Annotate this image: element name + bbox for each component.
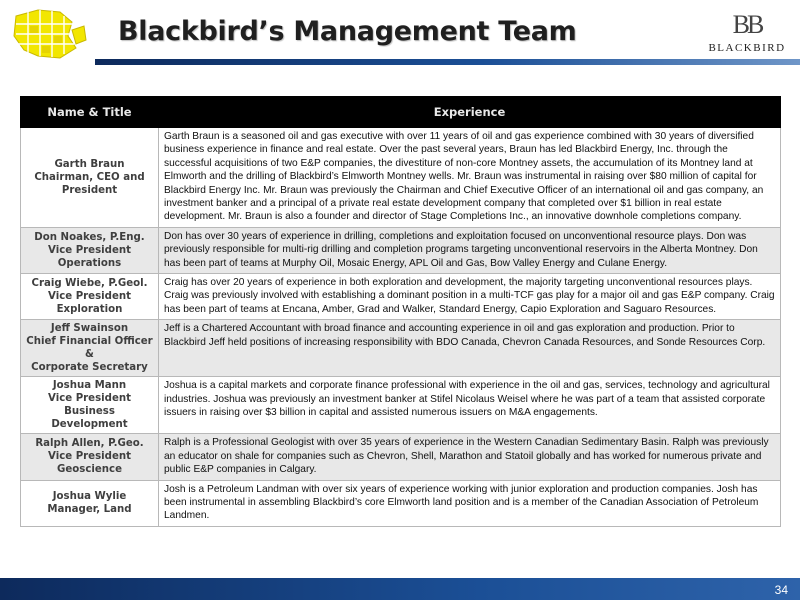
table-row xyxy=(21,434,781,480)
member-title: Development xyxy=(51,419,128,431)
member-name: Garth Braun xyxy=(54,158,125,170)
member-name-title xyxy=(21,128,159,228)
member-title: Vice President xyxy=(48,291,131,303)
table-row xyxy=(21,480,781,526)
member-name-title xyxy=(21,480,159,526)
member-title: Vice President xyxy=(48,451,131,463)
member-name-title xyxy=(21,434,159,480)
brand-wordmark: BLACKBIRD xyxy=(708,42,786,54)
member-experience: Joshua is a capital markets and corporate finance professional with experience in the oil and gas, services, technology and agricultural industries. Joshua was previously an investment banker at Stifel Nicolaus Weisel where he was part of a team that assisted corporate issuers in raising over $3 billion in capital and assisted numerous issuers on M&A engagements. xyxy=(159,377,781,434)
table-row xyxy=(21,227,781,273)
table-row xyxy=(21,128,781,228)
member-name-title xyxy=(21,320,159,377)
member-title: Manager, Land xyxy=(47,504,132,516)
page-number: 34 xyxy=(774,583,788,597)
member-name: Craig Wiebe, P.Geol. xyxy=(31,278,148,290)
management-team-table xyxy=(20,96,781,527)
table-row xyxy=(21,274,781,320)
table-header-row xyxy=(21,97,781,128)
member-title: President xyxy=(61,184,118,196)
member-title: Chief Financial Officer & xyxy=(26,336,153,361)
table-row xyxy=(21,377,781,434)
member-name-title xyxy=(21,274,159,320)
member-experience: Ralph is a Professional Geologist with over 35 years of experience in the Western Canadian Sedimentary Basin. Ralph was previously an educator on shale for companies such as Chevron, Shell, Marathon and Statoil globally and has worked for numerous private and public E&P companies in Calgary. xyxy=(159,434,781,480)
member-experience: Craig has over 20 years of experience in both exploration and development, the majority targeting unconventional resources plays. Craig was previously involved with establishing a dominant position in a multi-TCF gas play for a major oil and gas E&P company. Craig has been part of teams at Encana, Amber, Grad and Walker, Standard Energy, Capio Exploration and Saguaro Resources. xyxy=(159,274,781,320)
member-name: Joshua Mann xyxy=(52,380,127,392)
member-experience: Josh is a Petroleum Landman with over six years of experience working with junior exploration and production companies. Josh has been instrumental in assembling Blackbird’s core Elmworth land position and is a member of the Canadian Association of Petroleum Landmen. xyxy=(159,480,781,526)
member-name: Ralph Allen, P.Geo. xyxy=(35,438,144,450)
member-title: Corporate Secretary xyxy=(31,362,148,374)
page-title: Blackbird’s Management Team xyxy=(118,16,577,47)
member-title: Exploration xyxy=(56,304,123,316)
member-name-title xyxy=(21,377,159,434)
footer-bar xyxy=(0,578,800,600)
member-title: Operations xyxy=(57,257,122,269)
company-map-logo xyxy=(10,6,88,62)
brand-monogram-icon: ВВ xyxy=(732,10,762,39)
member-experience: Don has over 30 years of experience in drilling, completions and exploitation focused on unconventional resource plays. Don was previously responsible for multi-rig drilling and completion programs targeting unconventional reservoirs in the Alberta Montney. Don has been part of teams at Murphy Oil, Mosaic Energy, APL Oil and Gas, Bow Valley Energy and Culane Energy. xyxy=(159,227,781,273)
member-experience: Garth Braun is a seasoned oil and gas executive with over 11 years of oil and gas experience combined with 30 years of diversified business experience in finance and real estate. Over the past several years, Braun has led Blackbird Energy, Inc. through the successful acquisitions of two E&P companies, the divestiture of non-core Montney assets, the accumulation of its Montney land at Elmworth and the drilling of Blackbird’s Elmworth Montney wells. Mr. Braun was instrumental in raising over $80 million of capital for Blackbird Energy Inc. Mr. Braun was previously the Chairman and Chief Executive Officer of an international oil and gas company, an investment banker and a principal of a private real estate development company that completed over $1 billion in real estate development. Mr. Braun is also a founder and director of Stage Completions Inc., an innovative downhole completions company. xyxy=(159,128,781,228)
column-header-name-title: Name & Title xyxy=(21,97,159,128)
table-row xyxy=(21,320,781,377)
member-experience: Jeff is a Chartered Accountant with broad finance and accounting experience in oil and gas exploration and production. Prior to Blackbird Jeff held positions of increasing responsibility with BDO Canada, Chevron Canada Resources, and Sonde Resources Corp. xyxy=(159,320,781,377)
member-name: Jeff Swainson xyxy=(50,323,129,335)
member-title: Vice President Business xyxy=(48,393,131,418)
header-rule xyxy=(95,59,800,65)
member-name: Don Noakes, P.Eng. xyxy=(34,231,145,243)
member-title: Vice President xyxy=(48,244,131,256)
member-name: Joshua Wylie xyxy=(52,491,127,503)
member-title: Chairman, CEO and xyxy=(34,171,145,183)
blackbird-brand-logo xyxy=(702,12,792,54)
member-title: Geoscience xyxy=(57,464,122,476)
member-name-title xyxy=(21,227,159,273)
column-header-experience: Experience xyxy=(159,97,781,128)
